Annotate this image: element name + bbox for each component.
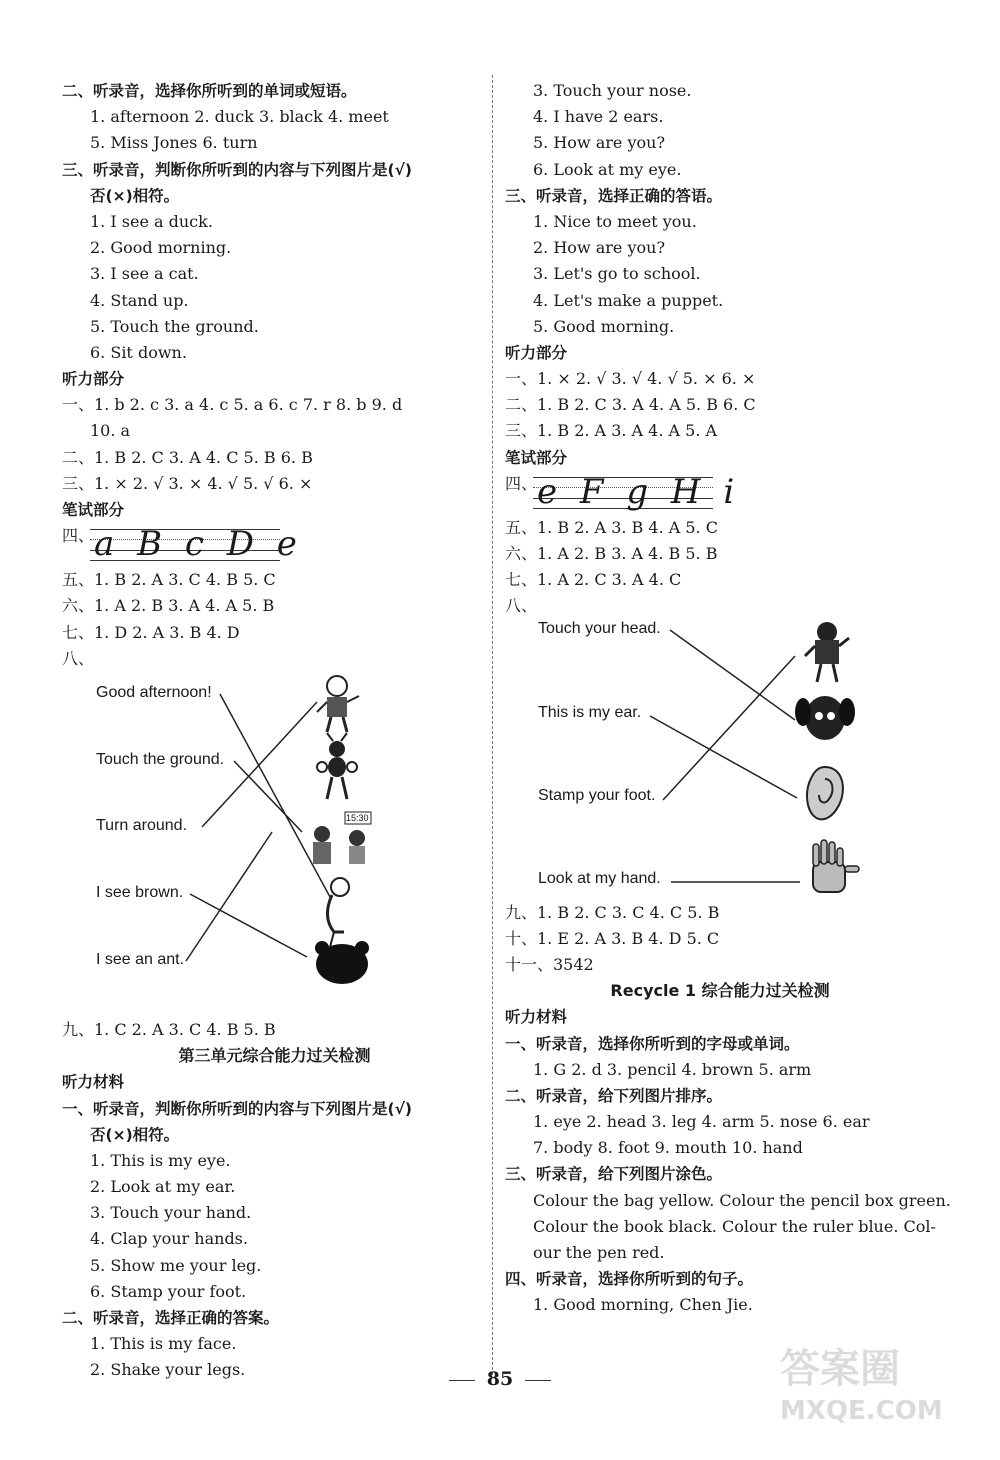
phrase-label: Touch the ground. [96,750,225,768]
answer-line: 一、1. × 2. √ 3. √ 4. √ 5. × 6. × [505,369,756,389]
right-column [505,78,951,1319]
section-heading: 二、听录音，选择你所听到的单词或短语。 [62,82,357,100]
answer-line: 六、1. A 2. B 3. A 4. B 5. B [505,544,718,563]
monster-picture [805,622,849,682]
answer-line: 1. G 2. d 3. pencil 4. brown 5. arm [533,1059,812,1079]
answer-line: 十、1. E 2. A 3. B 4. D 5. C [505,928,720,948]
section-heading: 二、听录音，选择正确的答案。 [62,1309,280,1327]
answer-line: 10. a [90,421,131,441]
answer-line: 十一、3542 [505,954,594,974]
answer-label: 四、 [505,473,538,493]
list-item: 1. Nice to meet you. [533,211,697,231]
phrase-label: This is my ear. [538,703,642,721]
answer-line: 二、1. B 2. C 3. A 4. A 5. B 6. C [505,395,756,415]
handwriting-answer [505,471,935,515]
answer-label: 八、 [62,648,95,668]
paragraph-line: Colour the book black. Colour the ruler blue. Col- [533,1216,936,1236]
matching-exercise-right [505,620,935,900]
answer-label: 八、 [505,596,538,616]
list-item: 4. Clap your hands. [90,1229,248,1249]
list-item: 5. Show me your leg. [90,1255,262,1275]
list-item: 6. Sit down. [90,342,187,362]
list-item: 4. I have 2 ears. [533,107,664,127]
girl-picture [317,676,359,732]
answer-line: 一、1. b 2. c 3. a 4. c 5. a 6. c 7. r 8. b 9. d [62,395,403,415]
matching-exercise-left [62,672,487,1017]
answer-line: 7. body 8. foot 9. mouth 10. hand [533,1138,803,1158]
paragraph-line: Colour the bag yellow. Colour the pencil box green. [533,1190,951,1210]
column-divider [492,75,493,1375]
answer-line: 九、1. B 2. C 3. C 4. C 5. B [505,902,720,922]
answer-line: 三、1. B 2. A 3. A 4. A 5. A [505,421,718,441]
list-item: 1. This is my eye. [90,1150,231,1170]
list-item: 1. This is my face. [90,1334,237,1354]
watermark-text: 答案圈 [780,1346,900,1392]
watermark-url: MXQE.COM [780,1396,943,1426]
section-heading: 三、听录音，选择正确的答语。 [505,186,723,205]
list-item: 2. Shake your legs. [90,1360,246,1380]
hand-picture [813,840,859,892]
ear-picture [807,767,843,819]
bending-child-picture [327,878,349,947]
part-heading-written: 笔试部分 [505,448,568,467]
list-item: 1. I see a duck. [90,211,213,231]
phrase-label: Good afternoon! [96,683,212,701]
dog-ear-picture [795,696,855,740]
answer-line: 二、1. B 2. C 3. A 4. C 5. B 6. B [62,447,313,467]
list-item: 3. Let's go to school. [533,264,701,284]
list-item: 5. Touch the ground. [90,316,259,336]
list-item: 2. Good morning. [90,238,232,258]
answer-line: 五、1. B 2. A 3. B 4. A 5. C [505,517,718,537]
matching-lines [505,620,935,900]
section-heading: 三、听录音，给下列图片涂色。 [505,1165,723,1184]
list-item: 5. How are you? [533,133,666,153]
list-item: 4. Stand up. [90,290,189,310]
watermark-logo [780,1343,970,1438]
section-heading: 否(×)相符。 [90,186,180,205]
answer-line: 九、1. C 2. A 3. C 4. B 5. B [62,1019,276,1039]
answer-line: 五、1. B 2. A 3. C 4. B 5. C [62,570,276,590]
list-item: 3. Touch your hand. [90,1203,252,1223]
section-heading: 一、听录音，选择你所听到的字母或单词。 [505,1034,800,1053]
phrase-label: I see brown. [96,883,184,901]
answer-line: 5. Miss Jones 6. turn [90,133,258,153]
part-heading-written: 笔试部分 [62,501,125,519]
part-heading-listening: 听力部分 [505,343,568,362]
phrase-label: Touch your head. [538,619,661,637]
phrase-label: I see an ant. [96,950,185,968]
materials-heading: 听力材料 [62,1073,125,1092]
list-item: 3. Touch your nose. [533,81,692,100]
unit-title: 第三单元综合能力过关检测 [178,1046,371,1066]
section-heading: 二、听录音，给下列图片排序。 [505,1086,723,1105]
list-item: 5. Good morning. [533,316,675,336]
answer-line: 三、1. × 2. √ 3. × 4. √ 5. √ 6. × [62,473,313,493]
answer-line: 七、1. A 2. C 3. A 4. C [505,570,682,590]
phrase-label: Look at my hand. [538,869,661,887]
paragraph-line: our the pen red. [533,1243,665,1262]
list-item: 6. Look at my eye. [533,159,682,179]
answer-line: 1. afternoon 2. duck 3. black 4. meet [90,107,389,127]
handwritten-letters: a B c D e [94,524,303,565]
page-number-dash [525,1380,551,1381]
handwriting-answer [62,523,487,567]
answer-line: 1. eye 2. head 3. leg 4. arm 5. nose 6. ear [533,1112,870,1132]
bear-picture [315,941,369,984]
unit-title: Recycle 1 综合能力过关检测 [610,981,830,1001]
handwritten-letters: e F g H i [537,471,741,512]
left-column [62,78,487,1384]
clock-time-text: 15:30 [346,812,369,823]
phrase-label: Turn around. [96,816,188,834]
section-heading: 四、听录音，选择你所听到的句子。 [505,1270,754,1289]
answer-label: 四、 [62,526,95,546]
list-item: 2. How are you? [533,238,666,258]
section-heading: 三、听录音，判断你所听到的内容与下列图片是(√) [62,160,413,179]
list-item: 4. Let's make a puppet. [533,290,724,310]
list-item: 6. Stamp your foot. [90,1281,247,1301]
ant-picture [317,733,357,799]
part-heading-listening: 听力部分 [62,370,125,389]
list-item: 1. Good morning, Chen Jie. [533,1295,753,1315]
materials-heading: 听力材料 [505,1008,568,1027]
list-item: 2. Look at my ear. [90,1177,236,1197]
page-number-text: 85 [486,1368,514,1390]
page-number-dash [449,1380,475,1381]
section-heading: 一、听录音，判断你所听到的内容与下列图片是(√) [62,1099,413,1118]
phrase-label: Stamp your foot. [538,786,656,804]
answer-line: 七、1. D 2. A 3. B 4. D [62,622,240,642]
list-item: 3. I see a cat. [90,264,199,284]
answer-line: 六、1. A 2. B 3. A 4. A 5. B [62,596,275,616]
section-heading: 否(×)相符。 [90,1125,180,1144]
